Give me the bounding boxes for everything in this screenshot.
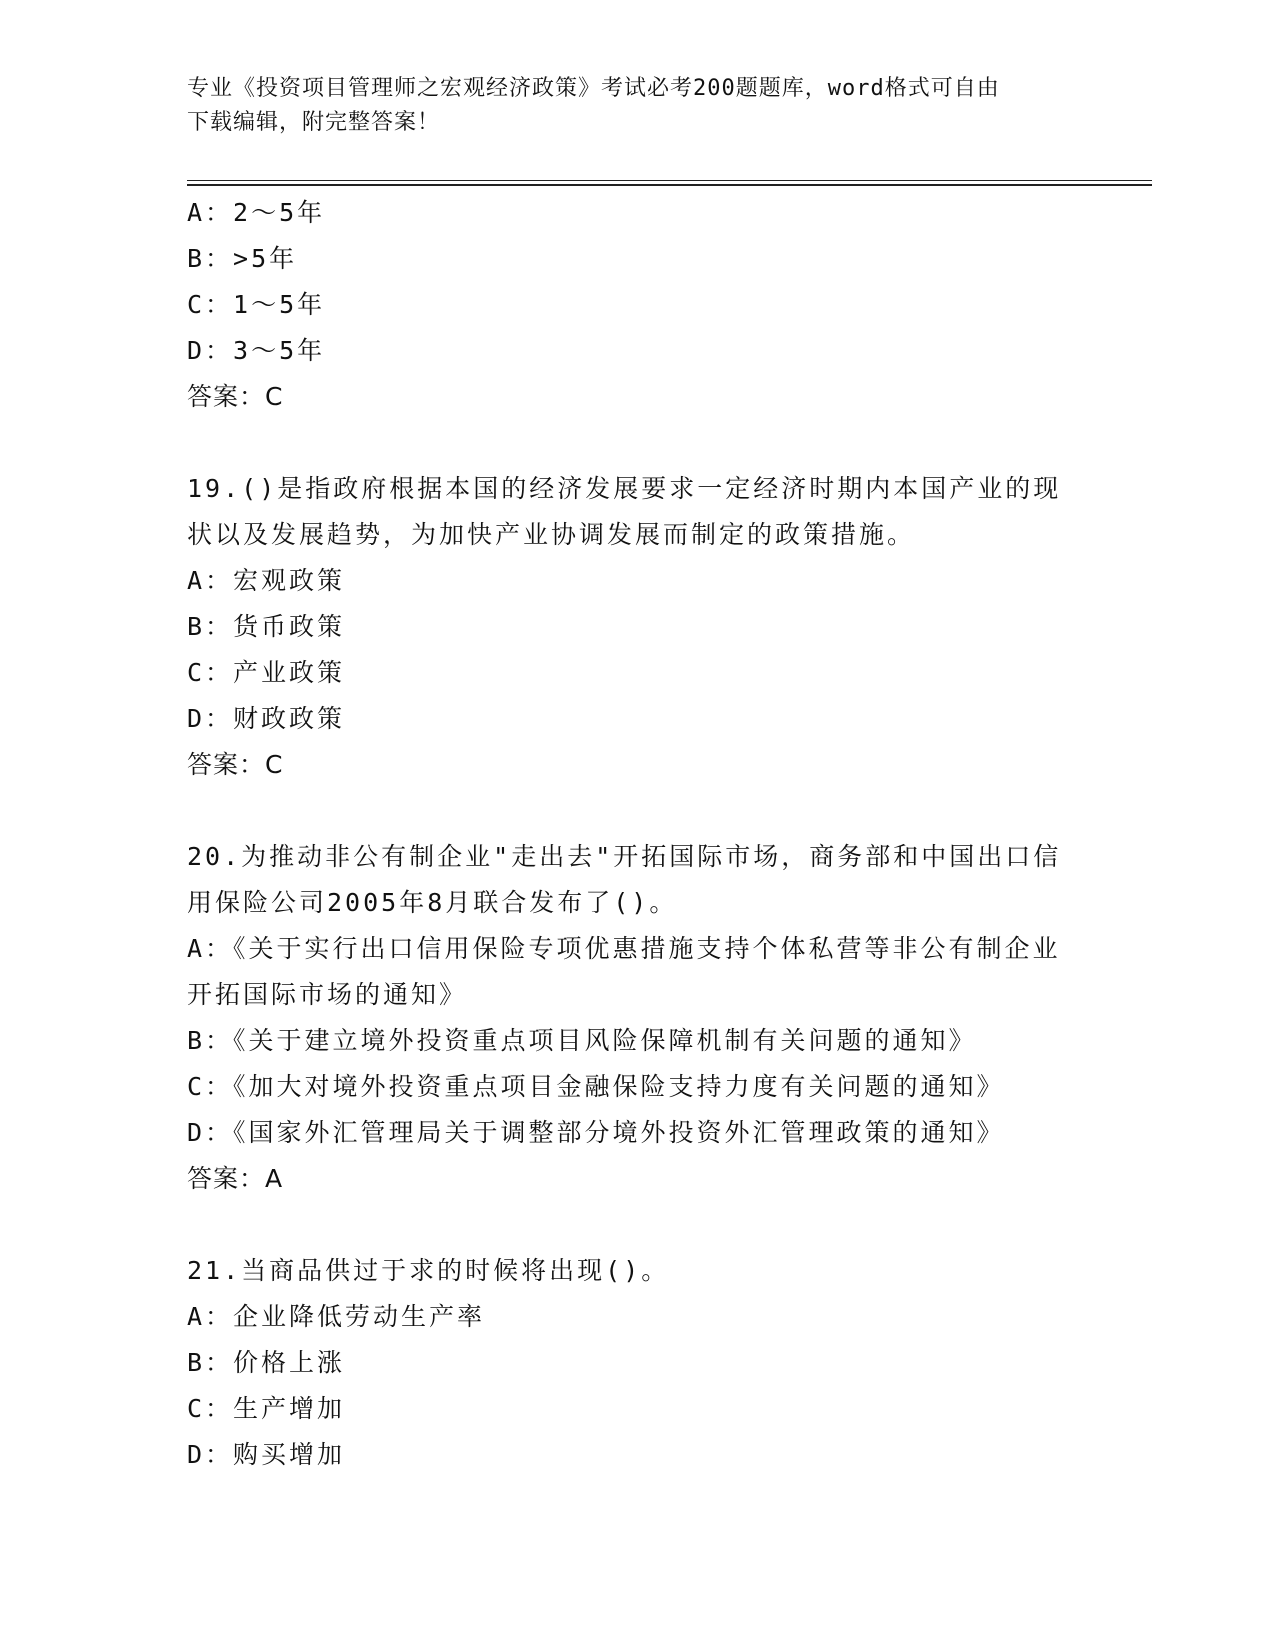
option-a: A：《关于实行出口信用保险专项优惠措施支持个体私营等非公有制企业开拓国际市场的通知》 [187, 934, 1061, 1009]
option-b: B：>5年 [187, 244, 298, 273]
answer: 答案：C [187, 750, 284, 779]
option-a: A：2～5年 [187, 198, 326, 227]
header-rule-thin [187, 180, 1152, 181]
question-19-block [187, 466, 1077, 788]
question-21-block [187, 1248, 1077, 1478]
answer: 答案：C [187, 382, 284, 411]
option-d: D：3～5年 [187, 336, 326, 365]
spacer [187, 1202, 1077, 1248]
spacer [187, 788, 1077, 834]
option-d: D：财政政策 [187, 704, 346, 733]
option-c: C：产业政策 [187, 658, 346, 687]
question-stem: 19.()是指政府根据本国的经济发展要求一定经济时期内本国产业的现状以及发展趋势，为加快产业协调发展而制定的政策措施。 [187, 474, 1062, 549]
option-a: A：企业降低劳动生产率 [187, 1302, 486, 1331]
header-rule-thick [187, 184, 1152, 186]
option-d: D：购买增加 [187, 1440, 346, 1469]
option-a: A：宏观政策 [187, 566, 346, 595]
option-c: C：1～5年 [187, 290, 326, 319]
question-20-block [187, 834, 1077, 1202]
option-c: C：生产增加 [187, 1394, 346, 1423]
question-stem: 20.为推动非公有制企业"走出去"开拓国际市场，商务部和中国出口信用保险公司2005年8月联合发布了()。 [187, 842, 1062, 917]
question-18-block [187, 190, 1077, 420]
option-b: B：货币政策 [187, 612, 346, 641]
document-header [187, 72, 1087, 140]
option-b: B：《关于建立境外投资重点项目风险保障机制有关问题的通知》 [187, 1026, 977, 1055]
option-c: C：《加大对境外投资重点项目金融保险支持力度有关问题的通知》 [187, 1072, 1005, 1101]
question-list [187, 190, 1077, 1478]
option-b: B：价格上涨 [187, 1348, 346, 1377]
header-line-1: 专业《投资项目管理师之宏观经济政策》考试必考200题题库，word格式可自由 [187, 76, 1000, 101]
option-d: D：《国家外汇管理局关于调整部分境外投资外汇管理政策的通知》 [187, 1118, 1005, 1147]
spacer [187, 420, 1077, 466]
question-stem: 21.当商品供过于求的时候将出现()。 [187, 1256, 670, 1285]
answer: 答案：A [187, 1164, 284, 1193]
header-line-2: 下载编辑，附完整答案！ [187, 110, 441, 135]
